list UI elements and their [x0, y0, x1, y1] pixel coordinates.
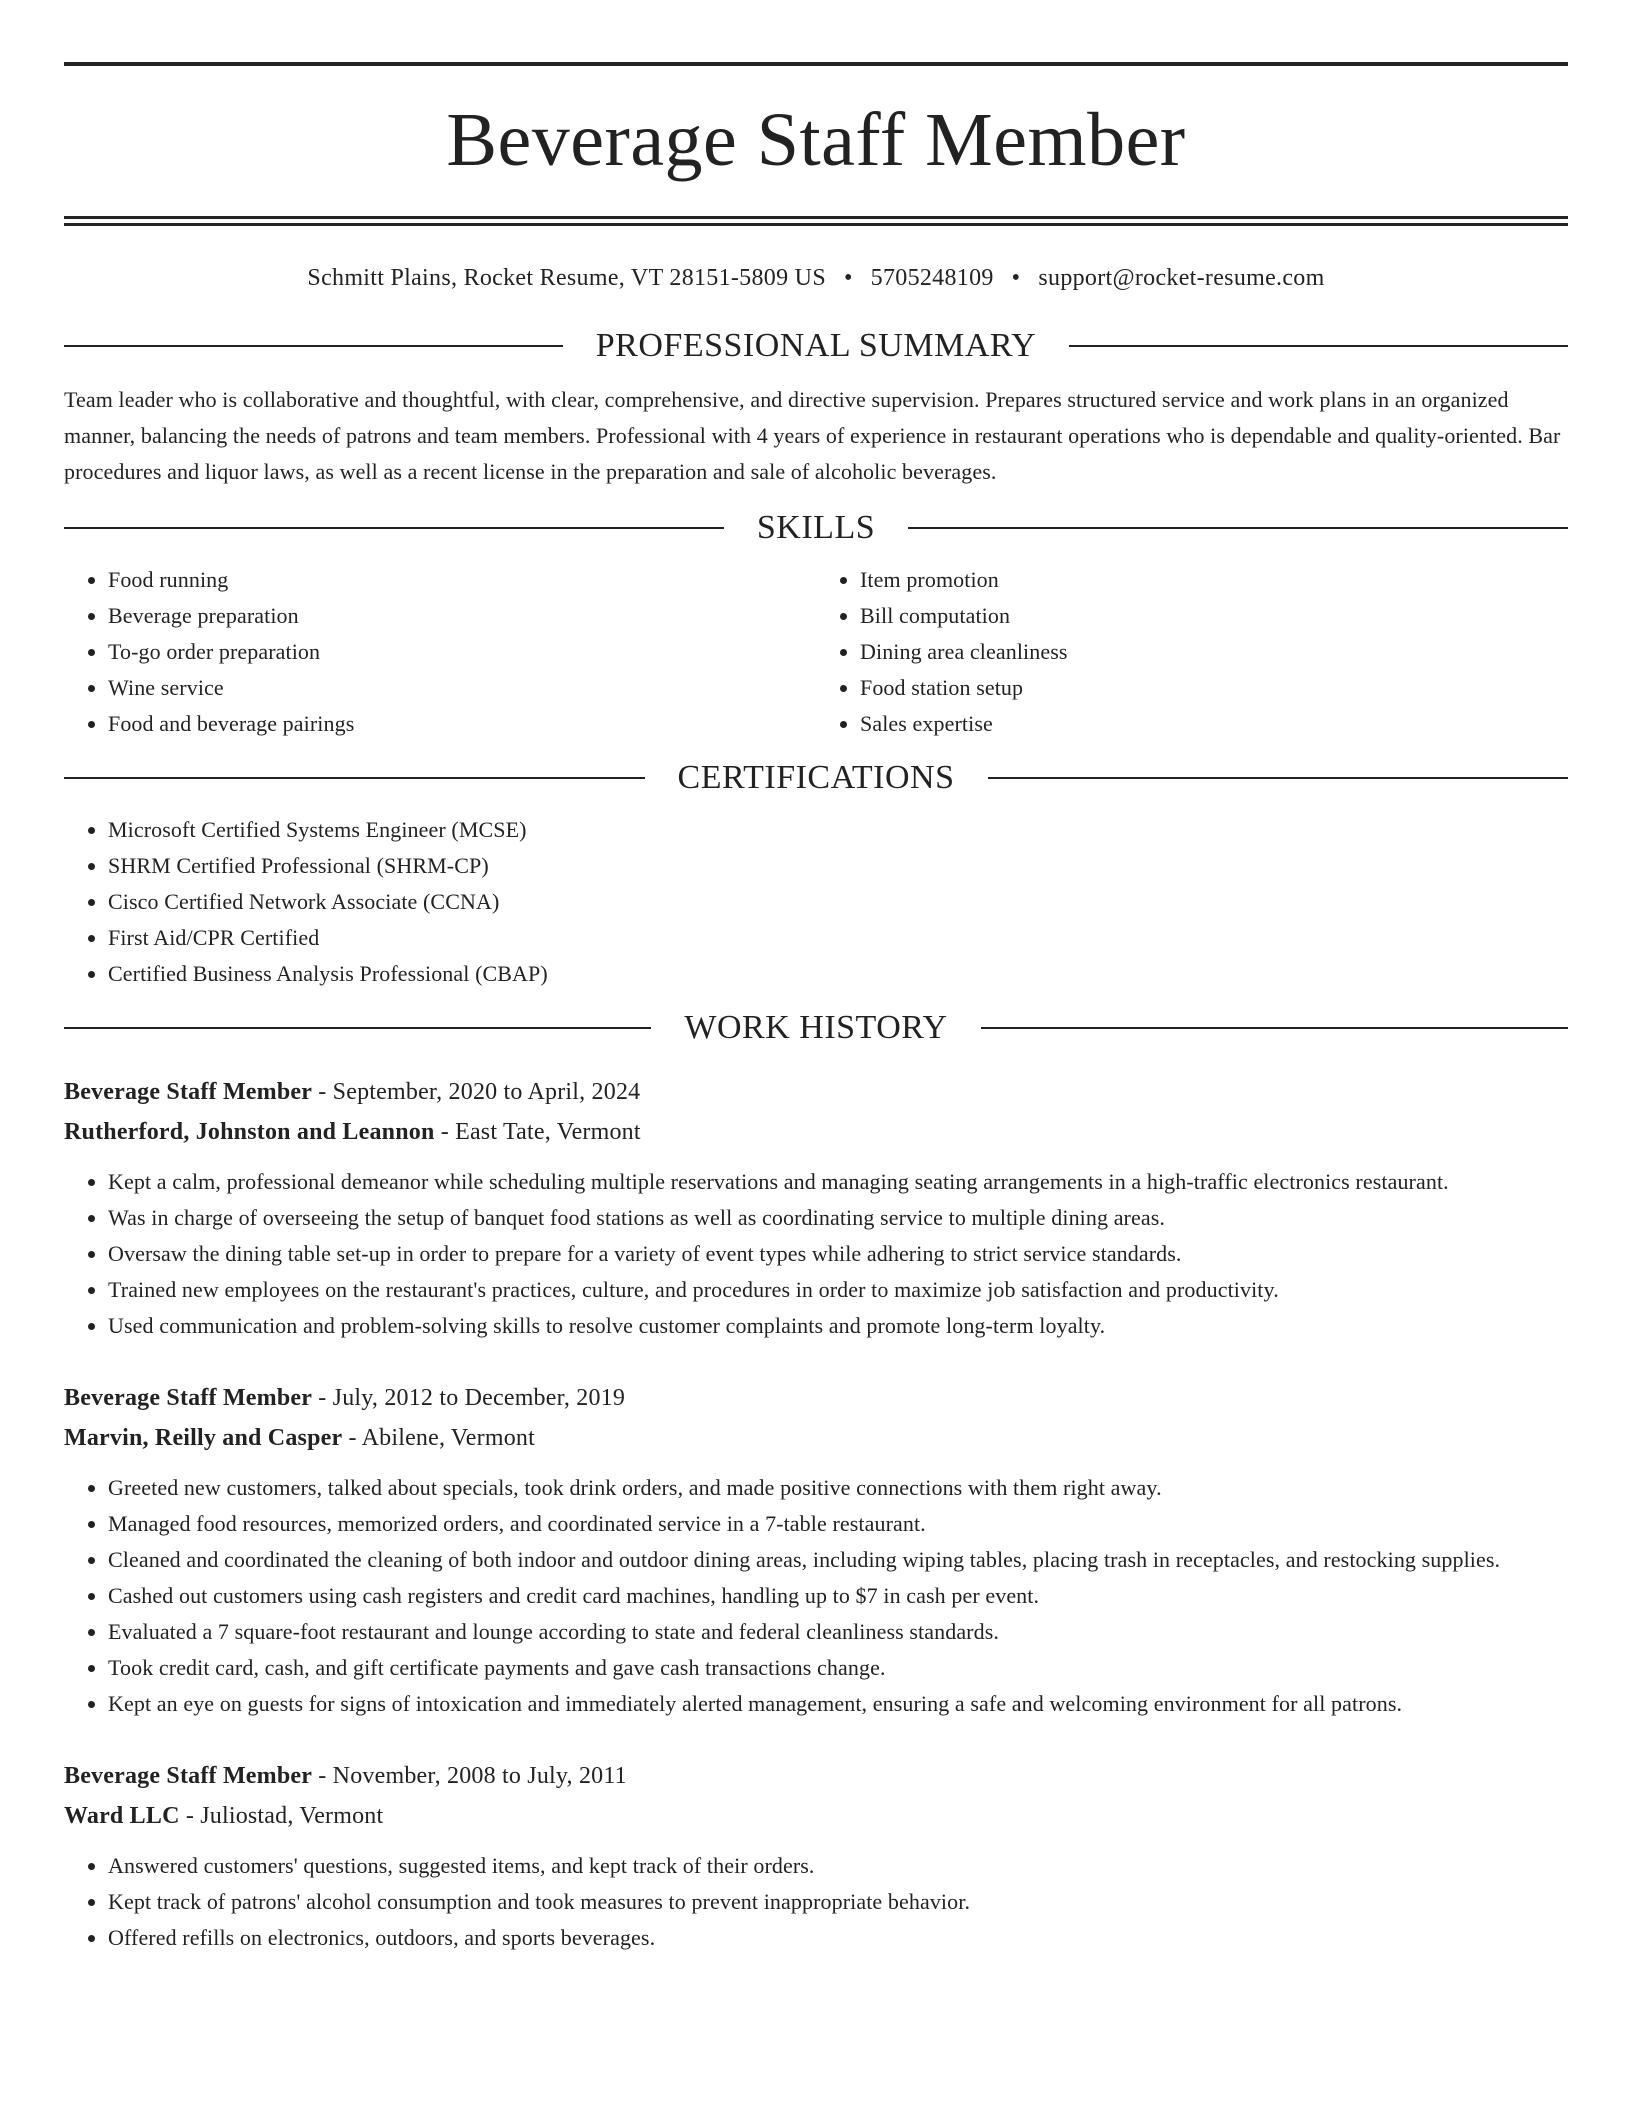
- skill-item: • Wine service: [108, 670, 816, 706]
- job-location: - East Tate, Vermont: [434, 1119, 641, 1145]
- job-company-line: [64, 1112, 1568, 1152]
- job-bullets: [64, 1164, 1568, 1344]
- job-dates: - November, 2008 to July, 2011: [312, 1763, 627, 1789]
- job-dates: - September, 2020 to April, 2024: [312, 1079, 641, 1105]
- skill-item: • Beverage preparation: [108, 598, 816, 634]
- candidate-name: Beverage Staff Member: [446, 98, 1186, 182]
- job-company: Ward LLC: [64, 1803, 180, 1829]
- certification-item: • First Aid/CPR Certified: [108, 920, 1568, 956]
- summary-text: Team leader who is collaborative and thoughtful, with clear, comprehensive, and directive supervision. Prepares structured service and work plans in an organized manner, balancing the needs of patrons and team members. Professional with 4 years of experience in restaurant operations who is dependable and quality-oriented. Bar procedures and liquor laws, as well as a recent license in the preparation and sale of alcoholic beverages.: [64, 387, 1561, 484]
- summary-heading-title: PROFESSIONAL SUMMARY: [595, 327, 1037, 364]
- certification-item: • Cisco Certified Network Associate (CCNA): [108, 884, 1568, 920]
- job-company-line: [64, 1418, 1568, 1458]
- job-bullet: • Managed food resources, memorized orders, and coordinated service in a 7-table restaurant.: [108, 1506, 1568, 1542]
- skill-item: • Sales expertise: [860, 706, 1568, 742]
- job-entry: [64, 1378, 1568, 1722]
- job-bullet: • Kept an eye on guests for signs of intoxication and immediately alerted management, ensuring a safe and welcoming environment for all patrons.: [108, 1686, 1568, 1722]
- top-rule: [64, 62, 1568, 66]
- job-entry: [64, 1072, 1568, 1344]
- work-history-heading: [64, 1006, 1568, 1050]
- skills-list-left: [64, 562, 816, 742]
- skill-item: • Food station setup: [860, 670, 1568, 706]
- job-title-line: [64, 1756, 1568, 1796]
- job-bullet: • Took credit card, cash, and gift certificate payments and gave cash transactions change.: [108, 1650, 1568, 1686]
- job-title: Beverage Staff Member: [64, 1385, 313, 1411]
- skill-item: • Bill computation: [860, 598, 1568, 634]
- job-bullet: • Trained new employees on the restaurant's practices, culture, and procedures in order to maximize job satisfaction and productivity.: [108, 1272, 1568, 1308]
- job-entry: [64, 1756, 1568, 1956]
- work-history: [64, 1072, 1568, 1956]
- job-bullet: • Kept track of patrons' alcohol consumption and took measures to prevent inappropriate behavior.: [108, 1884, 1568, 1920]
- heading-rule-left: [64, 527, 724, 529]
- job-bullet: • Offered refills on electronics, outdoors, and sports beverages.: [108, 1920, 1568, 1956]
- job-company: Marvin, Reilly and Casper: [64, 1425, 343, 1451]
- skills-heading-title: SKILLS: [756, 509, 876, 546]
- job-title-line: [64, 1378, 1568, 1418]
- job-bullet: • Kept a calm, professional demeanor while scheduling multiple reservations and managing seating arrangements in a high-traffic electronics restaurant.: [108, 1164, 1568, 1200]
- heading-rule-right: [988, 777, 1569, 779]
- heading-rule-left: [64, 345, 563, 347]
- job-bullet: • Cleaned and coordinated the cleaning of both indoor and outdoor dining areas, including wiping tables, placing trash in receptacles, and restocking supplies.: [108, 1542, 1568, 1578]
- skill-item: • Item promotion: [860, 562, 1568, 598]
- skill-item: • To-go order preparation: [108, 634, 816, 670]
- contact-phone: 5705248109: [870, 265, 994, 291]
- skill-item: • Food running: [108, 562, 816, 598]
- job-bullets: [64, 1848, 1568, 1956]
- job-dates: - July, 2012 to December, 2019: [312, 1385, 626, 1411]
- certification-item: • SHRM Certified Professional (SHRM-CP): [108, 848, 1568, 884]
- contact-line: [64, 262, 1568, 294]
- heading-rule-left: [64, 777, 645, 779]
- heading-rule-left: [64, 1027, 651, 1029]
- job-company: Rutherford, Johnston and Leannon: [64, 1119, 435, 1145]
- skills-list-right: [816, 562, 1568, 742]
- certification-item: • Microsoft Certified Systems Engineer (MCSE): [108, 812, 1568, 848]
- heading-rule-right: [1069, 345, 1568, 347]
- contact-separator: •: [1011, 265, 1021, 291]
- contact-email: support@rocket-resume.com: [1038, 265, 1325, 291]
- job-bullets: [64, 1470, 1568, 1722]
- job-title: Beverage Staff Member: [64, 1079, 313, 1105]
- heading-rule-right: [908, 527, 1568, 529]
- name-double-rule: [64, 216, 1568, 226]
- job-title-line: [64, 1072, 1568, 1112]
- job-title: Beverage Staff Member: [64, 1763, 313, 1789]
- heading-rule-right: [981, 1027, 1568, 1029]
- certification-item: • Certified Business Analysis Professional (CBAP): [108, 956, 1568, 992]
- job-bullet: • Used communication and problem-solving skills to resolve customer complaints and promote long-term loyalty.: [108, 1308, 1568, 1344]
- certifications-heading: [64, 756, 1568, 800]
- job-bullet: • Oversaw the dining table set-up in order to prepare for a variety of event types while adhering to strict service standards.: [108, 1236, 1568, 1272]
- contact-separator: •: [843, 265, 853, 291]
- skills-heading: [64, 506, 1568, 550]
- summary-heading: [64, 324, 1568, 368]
- job-bullet: • Evaluated a 7 square-foot restaurant and lounge according to state and federal cleanliness standards.: [108, 1614, 1568, 1650]
- job-bullet: • Was in charge of overseeing the setup of banquet food stations as well as coordinating service to multiple dining areas.: [108, 1200, 1568, 1236]
- work-history-heading-title: WORK HISTORY: [684, 1009, 948, 1046]
- skills-columns: [64, 562, 1568, 742]
- certifications-list: [64, 812, 1568, 992]
- job-location: - Abilene, Vermont: [342, 1425, 535, 1451]
- job-bullet: • Answered customers' questions, suggested items, and kept track of their orders.: [108, 1848, 1568, 1884]
- job-company-line: [64, 1796, 1568, 1836]
- job-location: - Juliostad, Vermont: [179, 1803, 384, 1829]
- job-bullet: • Greeted new customers, talked about specials, took drink orders, and made positive connections with them right away.: [108, 1470, 1568, 1506]
- skill-item: • Food and beverage pairings: [108, 706, 816, 742]
- certifications-heading-title: CERTIFICATIONS: [677, 759, 955, 796]
- job-bullet: • Cashed out customers using cash registers and credit card machines, handling up to $7 in cash per event.: [108, 1578, 1568, 1614]
- contact-address: Schmitt Plains, Rocket Resume, VT 28151-5809 US: [307, 265, 826, 291]
- skill-item: • Dining area cleanliness: [860, 634, 1568, 670]
